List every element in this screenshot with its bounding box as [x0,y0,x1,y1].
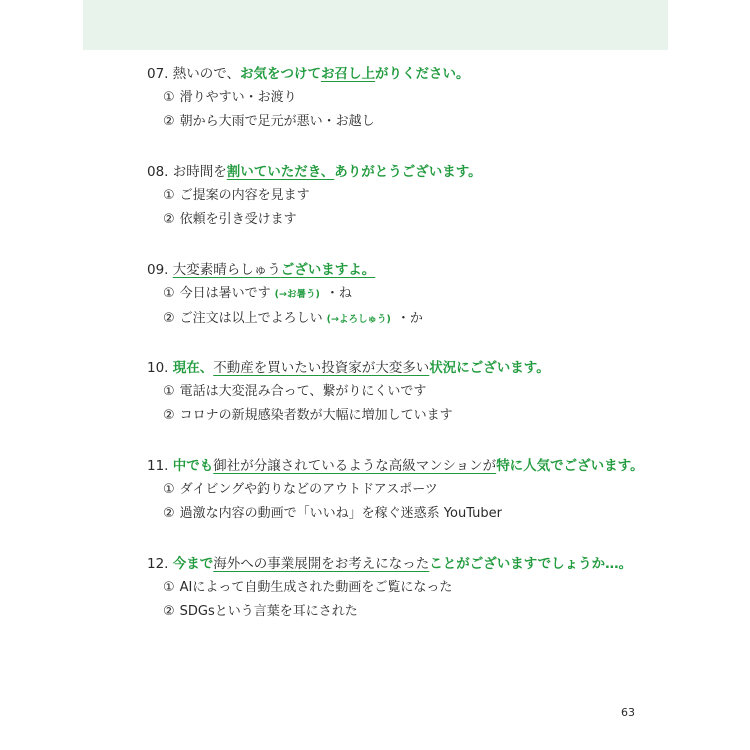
option-text: ダイビングや釣りなどのアウトドアスポーツ [179,482,438,497]
exercise-11 [147,449,647,547]
option-text: 滑りやすい・お渡り [179,90,297,105]
exercise-12 [147,547,647,645]
option-tail: ・ね [325,286,352,301]
sentence-part: 中でも [172,458,214,474]
sentence-part: 特に人気でございます。 [496,458,644,474]
option-mark: ① [163,90,175,105]
exercise-10 [147,351,647,449]
option-2 [163,498,647,522]
exercise-07 [147,57,647,155]
option-text: 電話は大変混み合って、繋がりにくいです [179,384,427,399]
sentence-underlined: 不動産を買いたい投資家が大変多い [213,360,430,376]
option-2 [163,596,647,620]
option-mark: ② [163,506,175,521]
option-mark: ② [163,212,175,227]
option-mark: ① [163,580,175,595]
option-text: ご提案の内容を見ます [179,188,310,203]
option-2 [163,106,647,130]
question-sentence [147,155,647,180]
option-1 [163,278,647,303]
sentence-part: ありがとうございます。 [334,164,482,180]
question-number: 08. [147,164,169,180]
sentence-part: お時間を [172,164,227,180]
option-mark: ② [163,114,175,129]
sentence-part: 熱いので、 [172,66,241,82]
question-sentence [147,547,647,572]
option-text: 依頼を引き受けます [179,212,297,227]
option-tail: ・か [396,311,423,326]
question-sentence [147,57,647,82]
option-text: 過激な内容の動画で「いいね」を稼ぐ迷惑系 YouTuber [179,506,502,521]
sentence-underlined: 大変素晴らしゅう [172,262,281,278]
question-number: 09. [147,262,169,278]
header-band [83,0,668,50]
option-1 [163,572,647,596]
option-text: ご注文は以上でよろしい [179,311,323,326]
option-1 [163,180,647,204]
sentence-highlight: 割いていただき、 [226,164,335,180]
option-mark: ② [163,408,175,423]
sentence-part: ことがございますでしょうか…。 [429,556,633,572]
question-number: 12. [147,556,169,572]
option-text: コロナの新規感染者数が大幅に増加しています [179,408,453,423]
question-number: 11. [147,458,169,474]
option-mark: ① [163,188,175,203]
option-2 [163,303,647,328]
sentence-highlight: お気をつけて [240,66,322,82]
option-1 [163,474,647,498]
question-number: 10. [147,360,169,376]
sentence-underlined: 御社が分譲されているような高級マンションが [213,458,497,474]
option-text: SDGsという言葉を耳にされた [179,604,358,619]
option-mark: ② [163,311,175,326]
exercise-list [147,57,647,645]
question-sentence [147,351,647,376]
option-note: (→お暑う) [274,289,320,300]
exercise-09 [147,253,647,351]
sentence-part: がりください。 [375,66,470,82]
option-1 [163,376,647,400]
option-mark: ① [163,286,175,301]
question-sentence [147,449,647,474]
sentence-part: 現在、 [172,360,214,376]
sentence-highlight: ございますよ。 [280,262,376,278]
question-number: 07. [147,66,169,82]
sentence-underlined: 海外への事業展開をお考えになった [213,556,430,572]
option-mark: ① [163,384,175,399]
page-number: 63 [621,706,635,719]
option-2 [163,204,647,228]
option-text: 朝から大雨で足元が悪い・お越し [179,114,375,129]
sentence-part: 今まで [172,556,214,572]
question-sentence [147,253,647,278]
option-text: AIによって自動生成された動画をご覧になった [179,580,453,595]
option-note: (→よろしゅう) [326,314,391,325]
option-2 [163,400,647,424]
option-mark: ② [163,604,175,619]
exercise-08 [147,155,647,253]
option-1 [163,82,647,106]
option-text: 今日は暑いです [179,286,271,301]
option-mark: ① [163,482,175,497]
sentence-part: 状況にございます。 [429,360,550,376]
sentence-underlined: お召し上 [321,66,376,82]
